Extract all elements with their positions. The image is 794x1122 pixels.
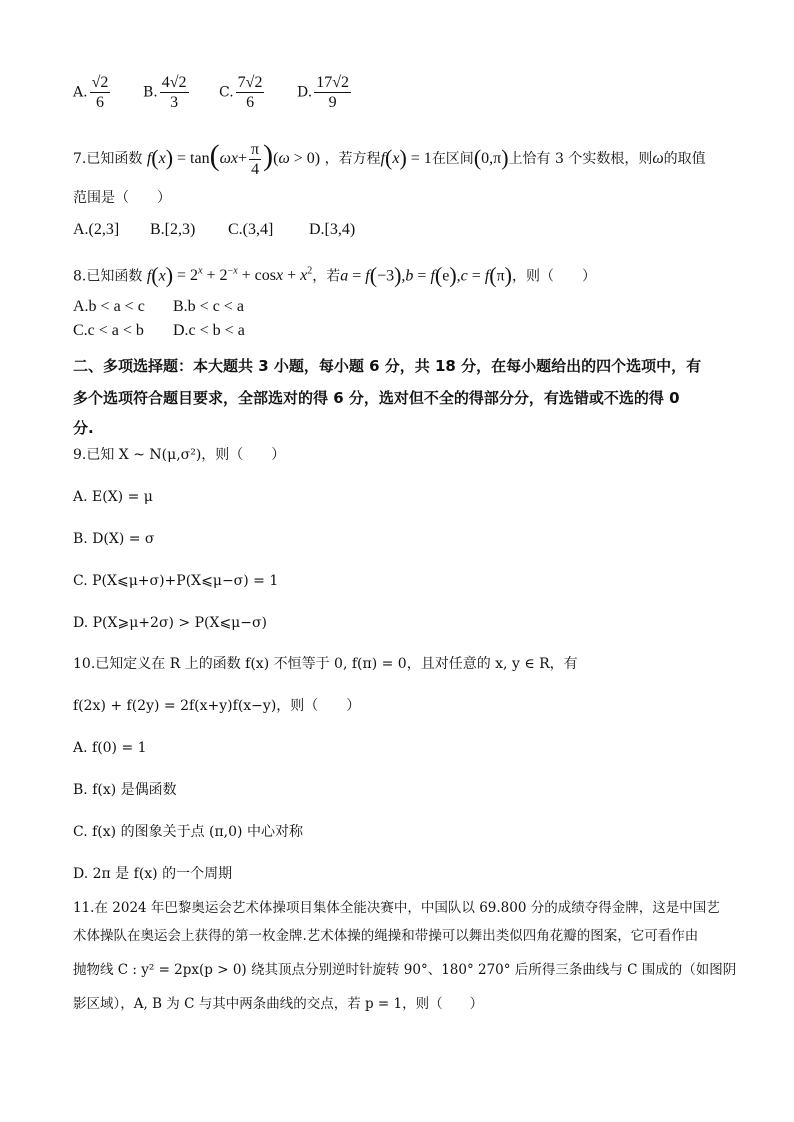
q6-option-a: A. $\frac{√2}{6}$ (73, 74, 109, 111)
q6-option-a-denominator: 6 (95, 94, 104, 111)
q11-stem-line3: 抛物线 C : y² = 2px(p > 0) 绕其顶点分别逆时针旋转 90°、180° 270° 后所得三条曲线与 C 围成的（如图阴 (73, 962, 737, 978)
q8-option-b: B.b < c < a (173, 298, 244, 315)
q6-option-d-numerator: 17√2 (316, 74, 349, 91)
section2-title-line3: 分. (73, 419, 94, 437)
q11-stem-line1: 11.在 2024 年巴黎奥运会艺术体操项目集体全能决赛中，中国队以 69.800 分的成绩夺得金牌，这是中国艺 (73, 900, 720, 916)
q9-stem: 9.已知 X ~ N(μ,σ²)，则（ ） (73, 447, 286, 463)
q11-stem-line4: 影区域），A, B 为 C 与其中两条曲线的交点，若 p = 1，则（ ） (73, 996, 484, 1012)
q7-option-c: C.(3,4] (228, 221, 274, 238)
q11-stem-line2: 术体操队在奥运会上获得的第一枚金牌.艺术体操的绳操和带操可以舞出类似四角花瓣的图案，它可看作由 (73, 928, 699, 944)
section2-title-line2: 多个选项符合题目要求，全部选对的得 6 分，选对但不全的得部分分，有选错或不选的得 0 (73, 389, 680, 407)
q6-option-b: B. $\frac{4√2}{3}$ (143, 74, 187, 111)
q7-option-b: B.[2,3) (150, 221, 196, 238)
q6-option-c-denominator: 6 (246, 94, 255, 111)
q7-stem: 7.已知函数 f(x) = tan(ωx+ $\frac{\pi}{4}$ )(ω > 0) ，若方程f(x) = 1在区间(0,π)上恰有 3 个实数根，则ω的取值 (73, 139, 706, 178)
q8-option-c: C.c < a < b (73, 322, 144, 339)
q7-option-a: A.(2,3] (73, 221, 120, 238)
q9-option-b: B. D(X) = σ (73, 531, 155, 547)
q10-stem-line1: 10.已知定义在 R 上的函数 f(x) 不恒等于 0, f(π) = 0，且对任意的 x, y ∈ R，有 (73, 656, 578, 672)
q8-option-a: A.b < a < c (73, 298, 145, 315)
q7-stem-line2: 范围是（ ） (73, 190, 171, 206)
q6-option-c: C. $\frac{7√2}{6}$ (219, 74, 263, 111)
q6-option-d: D. $\frac{17√2}{9}$ (297, 74, 349, 111)
q10-stem-line2: f(2x) + f(2y) = 2f(x+y)f(x−y)，则（ ） (73, 698, 361, 714)
q6-option-d-denominator: 9 (328, 94, 337, 111)
q9-option-c: C. P(X⩽μ+σ)+P(X⩽μ−σ) = 1 (73, 573, 279, 589)
section2-title-line1: 二、多项选择题：本大题共 3 小题，每小题 6 分，共 18 分，在每小题给出的四个选项中，有 (73, 357, 702, 375)
q10-option-c: C. f(x) 的图象关于点 (π,0) 中心对称 (73, 824, 303, 840)
q6-option-b-denominator: 3 (170, 94, 179, 111)
q10-option-b: B. f(x) 是偶函数 (73, 782, 177, 798)
q10-option-d: D. 2π 是 f(x) 的一个周期 (73, 866, 233, 882)
q8-option-d: D.c < b < a (173, 322, 245, 339)
q9-option-d: D. P(X⩾μ+2σ) > P(X⩽μ−σ) (73, 615, 268, 631)
q8-stem: 8.已知函数 $f(x) = 2^x + 2^{-x} + \cos x + x^2$，若a = f(−3),b = f(e),c = f(π)，则（ ） (73, 262, 596, 288)
q6-option-a-numerator: √2 (91, 74, 109, 91)
q9-option-a: A. E(X) = μ (73, 489, 153, 505)
q7-option-d: D.[3,4) (309, 221, 356, 238)
q10-option-a: A. f(0) = 1 (73, 740, 147, 756)
q6-option-c-numerator: 7√2 (237, 74, 263, 91)
q6-option-b-numerator: 4√2 (161, 74, 187, 91)
